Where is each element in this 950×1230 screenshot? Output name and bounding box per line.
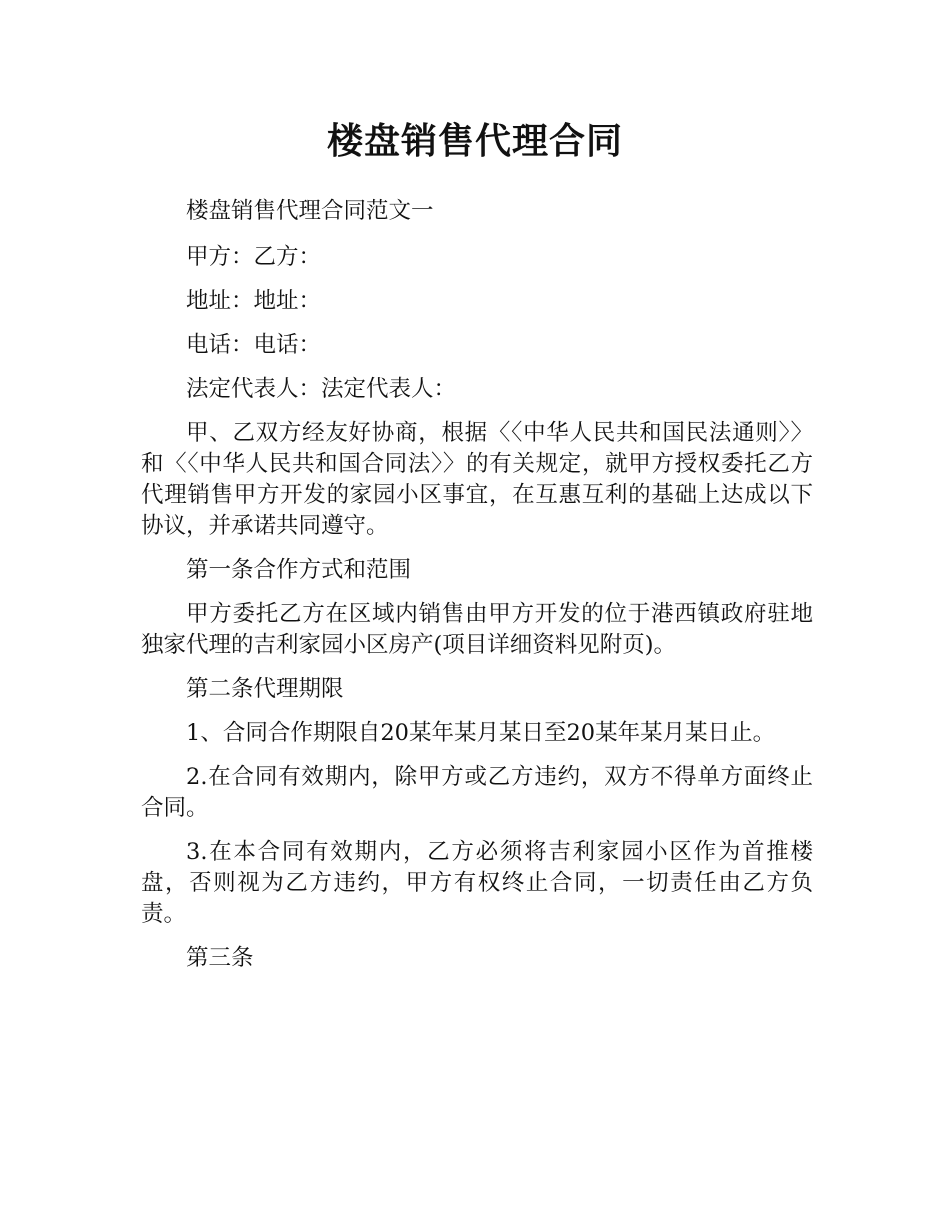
article-2-clause-2: 2.在合同有效期内，除甲方或乙方违约，双方不得单方面终止合同。	[141, 764, 813, 821]
address-line: 地址：地址：	[186, 288, 322, 314]
document-title: 楼盘销售代理合同	[326, 121, 623, 162]
party-line: 甲方：乙方：	[186, 244, 322, 270]
article-1-paragraph: 甲方委托乙方在区域内销售由甲方开发的位于港西镇政府驻地独家代理的吉利家园小区房产(项目详细资料见附页)。	[141, 601, 813, 658]
legal-representative-line: 法定代表人：法定代表人：	[186, 376, 457, 402]
phone-line: 电话：电话：	[186, 332, 322, 358]
article-3-heading: 第三条	[186, 945, 254, 971]
preamble-paragraph: 甲、乙双方经友好协商，根据〈〈中华人民共和国民法通则〉〉和〈〈中华人民共和国合同法〉〉的有关规定，就甲方授权委托乙方代理销售甲方开发的家园小区事宜，在互惠互利的基础上达成以下协议，并承诺共同遵守。	[141, 420, 813, 539]
article-2-clause-1: 1、合同合作期限自20某年某月某日至20某年某月某日止。	[186, 720, 776, 746]
document-body	[141, 196, 813, 987]
article-1-heading: 第一条合作方式和范围	[186, 557, 412, 583]
subtitle-paragraph: 楼盘销售代理合同范文一	[186, 198, 434, 224]
article-2-clause-3: 3.在本合同有效期内，乙方必须将吉利家园小区作为首推楼盘，否则视为乙方违约，甲方有权终止合同，一切责任由乙方负责。	[141, 839, 813, 927]
article-2-heading: 第二条代理期限	[186, 676, 344, 702]
